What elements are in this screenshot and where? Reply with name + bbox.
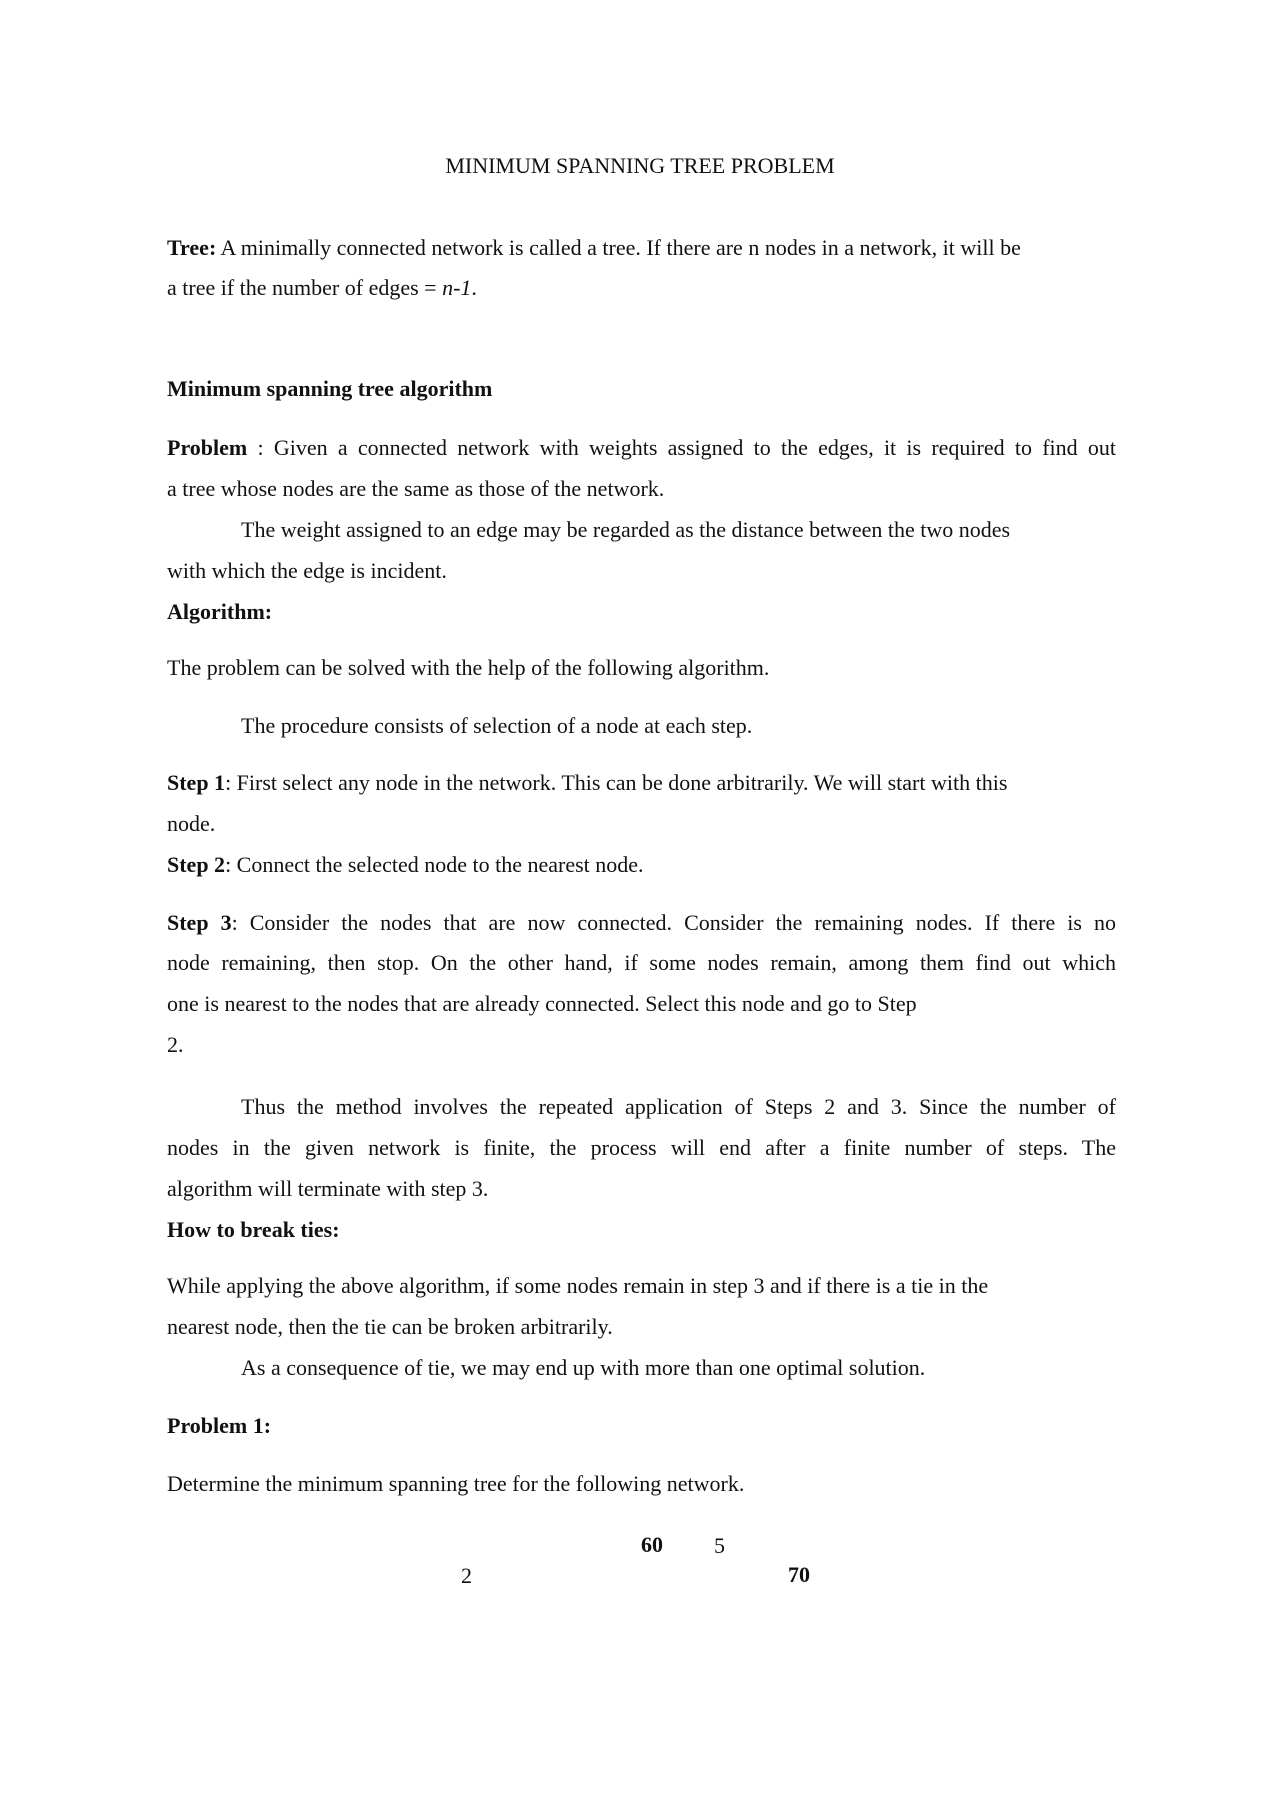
step-3-line-1: Step 3: Consider the nodes that are now connected. Consider the remaining nodes. If there is no <box>167 910 1116 935</box>
ties-line-1: While applying the above algorithm, if some nodes remain in step 3 and if there is a tie in the <box>167 1273 989 1298</box>
tree-term: Tree: <box>167 235 217 260</box>
step-3-line-2: node remaining, then stop. On the other hand, if some nodes remain, among them find out which <box>167 950 1116 975</box>
step-1-line-1: Step 1: First select any node in the network. This can be done arbitrarily. We will start with this <box>167 770 1008 795</box>
page-title: MINIMUM SPANNING TREE PROBLEM <box>445 153 835 178</box>
weight-label-60: 60 <box>641 1532 663 1557</box>
ties-line-2: nearest node, then the tie can be broken arbitrarily. <box>167 1314 613 1339</box>
problem-term: Problem <box>167 435 248 460</box>
step-3-term: Step 3 <box>167 910 232 935</box>
algorithm-line-2: The procedure consists of selection of a node at each step. <box>241 713 753 738</box>
step-2-line-1: Step 2: Connect the selected node to the nearest node. <box>167 852 644 877</box>
problem-line-4: with which the edge is incident. <box>167 558 447 583</box>
problem-line-3: The weight assigned to an edge may be regarded as the distance between the two nodes <box>241 517 1011 542</box>
weight-label-70: 70 <box>788 1562 810 1587</box>
algorithm-heading: Algorithm: <box>167 599 273 624</box>
thus-line-2: nodes in the given network is finite, the process will end after a finite number of steps. The <box>167 1135 1116 1160</box>
mst-heading: Minimum spanning tree algorithm <box>167 376 493 401</box>
problem-line-2: a tree whose nodes are the same as those of the network. <box>167 476 665 501</box>
problem-1-heading: Problem 1: <box>167 1413 272 1438</box>
tree-definition-line-2: a tree if the number of edges = n-1. <box>167 275 477 300</box>
thus-line-1: Thus the method involves the repeated application of Steps 2 and 3. Since the number of <box>241 1094 1116 1119</box>
step-1-term: Step 1 <box>167 770 226 795</box>
ties-line-3: As a consequence of tie, we may end up with more than one optimal solution. <box>241 1355 926 1380</box>
algorithm-line-1: The problem can be solved with the help of the following algorithm. <box>167 655 770 680</box>
step-1-line-2: node. <box>167 811 216 836</box>
tree-definition-line-1: Tree: A minimally connected network is called a tree. If there are n nodes in a network, it will be <box>167 235 1021 260</box>
problem-1-text: Determine the minimum spanning tree for the following network. <box>167 1471 745 1496</box>
ties-heading: How to break ties: <box>167 1217 340 1242</box>
edge-count-formula: n-1 <box>442 275 472 300</box>
node-label-2: 2 <box>461 1563 472 1588</box>
node-label-5: 5 <box>714 1533 725 1558</box>
step-3-line-3: one is nearest to the nodes that are already connected. Select this node and go to Step <box>167 991 917 1016</box>
step-3-line-4: 2. <box>167 1032 184 1057</box>
step-2-term: Step 2 <box>167 852 226 877</box>
thus-line-3: algorithm will terminate with step 3. <box>167 1176 489 1201</box>
problem-line-1: Problem : Given a connected network with weights assigned to the edges, it is required to find out <box>167 435 1116 460</box>
